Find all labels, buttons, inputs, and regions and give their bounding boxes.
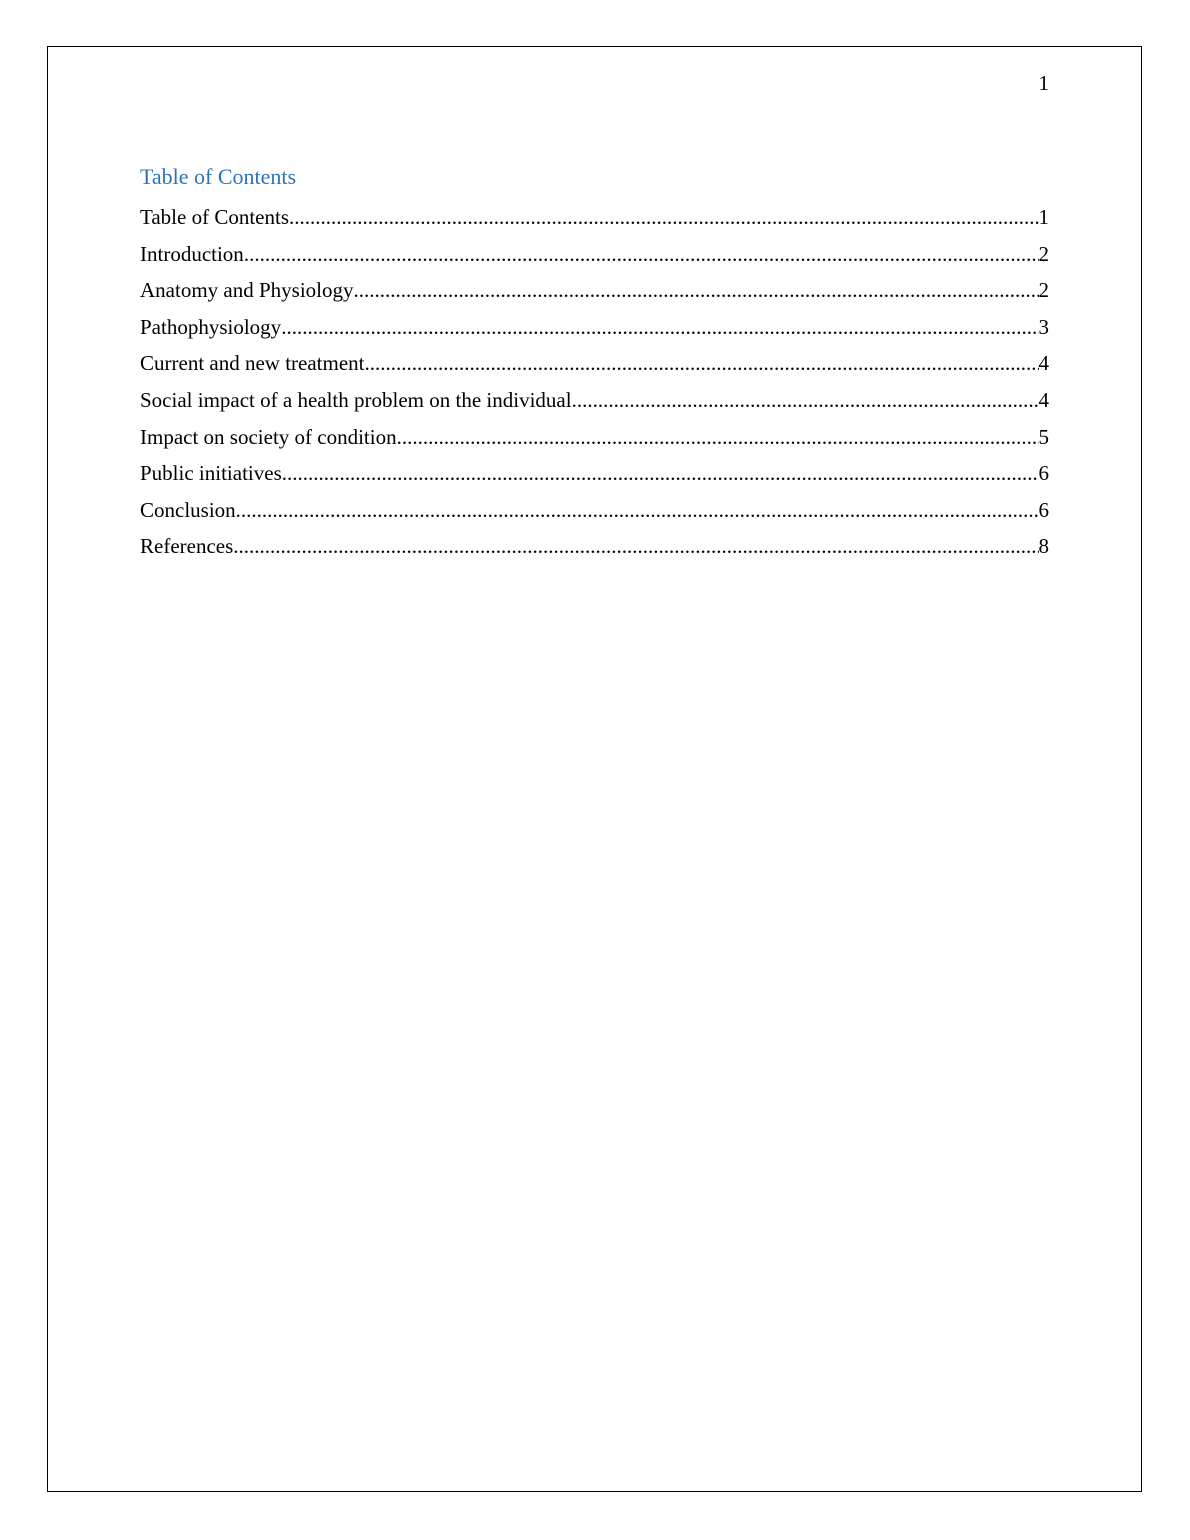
toc-entry-page: 2	[1038, 278, 1049, 303]
toc-entry-title: Pathophysiology	[140, 314, 282, 339]
toc-entry-leader	[572, 385, 1039, 415]
toc-entry-title: Anatomy and Physiology	[140, 278, 354, 303]
toc-entry-leader	[236, 495, 1039, 525]
toc-entry-page: 3	[1038, 314, 1049, 339]
toc-entry-title: Social impact of a health problem on the individual	[140, 387, 572, 412]
toc-entry[interactable]	[140, 348, 1049, 385]
toc-entry-page: 5	[1038, 424, 1049, 449]
toc-entry-leader	[397, 422, 1039, 452]
toc-entry[interactable]	[140, 385, 1049, 422]
toc-entry-leader	[354, 275, 1039, 305]
toc-entry[interactable]	[140, 495, 1049, 532]
toc-entry-page: 4	[1038, 351, 1049, 376]
toc-entry-title: Impact on society of condition	[140, 424, 397, 449]
toc-heading: Table of Contents	[140, 164, 297, 189]
toc-entry-leader	[365, 348, 1039, 378]
toc-entry-title: Table of Contents	[140, 205, 289, 229]
toc-entry-page: 4	[1038, 387, 1049, 412]
toc-entry-leader	[289, 202, 1039, 232]
toc-entry-title: Introduction	[140, 241, 244, 266]
toc-entry-title: Public initiatives	[140, 461, 282, 486]
toc-entry-page: 2	[1038, 241, 1049, 266]
toc-entry[interactable]	[140, 458, 1049, 495]
toc-entry-title: References	[140, 534, 234, 559]
page-number: 1	[1038, 71, 1049, 95]
toc-entry[interactable]	[140, 422, 1049, 459]
toc-entry-leader	[233, 531, 1038, 561]
toc-entry-title: Current and new treatment	[140, 351, 365, 376]
toc-entry[interactable]	[140, 239, 1049, 276]
toc-entry-page: 1	[1038, 205, 1049, 229]
toc-entry-leader	[281, 312, 1038, 342]
toc-entry[interactable]	[140, 312, 1049, 349]
toc-entry[interactable]	[140, 202, 1049, 239]
toc-entry-page: 6	[1038, 497, 1049, 522]
toc-entry[interactable]	[140, 531, 1049, 568]
toc-entry-title: Conclusion	[140, 497, 236, 522]
toc-entry-leader	[282, 458, 1039, 488]
toc-entry[interactable]	[140, 275, 1049, 312]
toc-entry-leader	[244, 239, 1039, 269]
toc-list	[140, 202, 1049, 568]
toc-entry-page: 8	[1038, 534, 1049, 559]
toc-entry-page: 6	[1038, 461, 1049, 486]
